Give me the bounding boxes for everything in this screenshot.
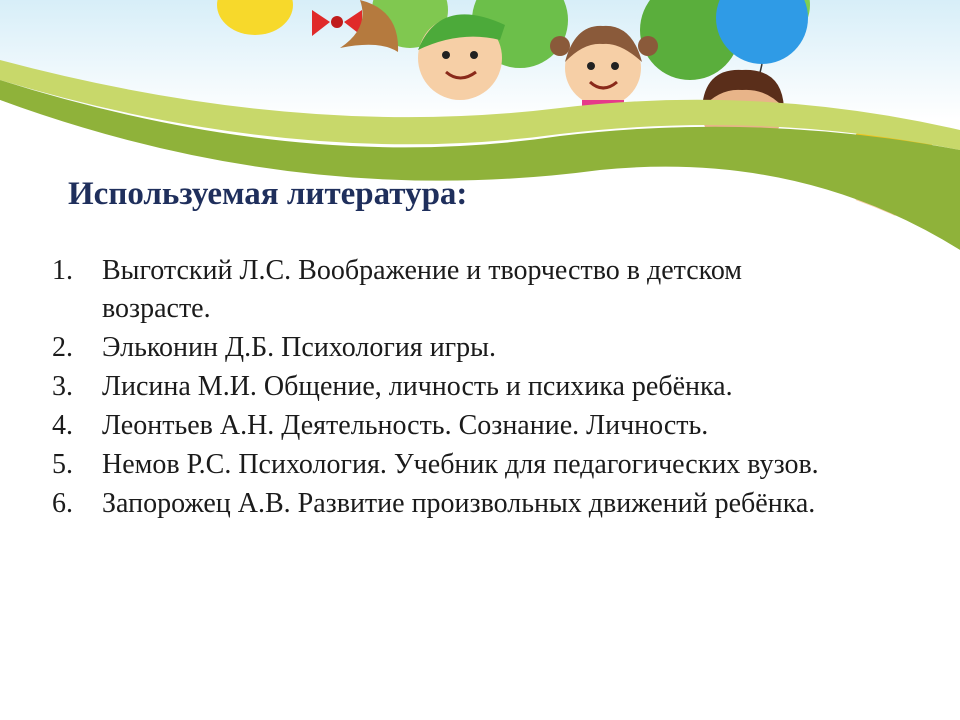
reference-item bbox=[52, 368, 842, 406]
children-header-illustration bbox=[0, 0, 960, 260]
slide-title: Используемая литература: bbox=[68, 176, 468, 212]
reference-item bbox=[52, 407, 842, 445]
reference-item bbox=[52, 446, 842, 484]
reference-list bbox=[52, 252, 842, 524]
reference-item bbox=[52, 485, 842, 523]
reference-item bbox=[52, 329, 842, 367]
reference-text: Немов Р.С. Психология. Учебник для педагогических вузов. bbox=[102, 449, 819, 480]
reference-number: 4. bbox=[52, 410, 73, 441]
reference-text: Запорожец А.В. Развитие произвольных движений ребёнка. bbox=[102, 488, 816, 519]
reference-number: 5. bbox=[52, 449, 73, 480]
reference-number: 2. bbox=[52, 332, 73, 363]
reference-text: Леонтьев А.Н. Деятельность. Сознание. Личность. bbox=[102, 410, 709, 441]
reference-number: 1. bbox=[52, 255, 73, 286]
reference-number: 6. bbox=[52, 488, 73, 519]
reference-text: Выготский Л.С. Воображение и творчество в детском возрасте. bbox=[102, 255, 743, 324]
reference-item bbox=[52, 252, 842, 328]
reference-text: Эльконин Д.Б. Психология игры. bbox=[102, 332, 496, 363]
reference-text: Лисина М.И. Общение, личность и психика ребёнка. bbox=[102, 371, 733, 402]
reference-number: 3. bbox=[52, 371, 73, 402]
